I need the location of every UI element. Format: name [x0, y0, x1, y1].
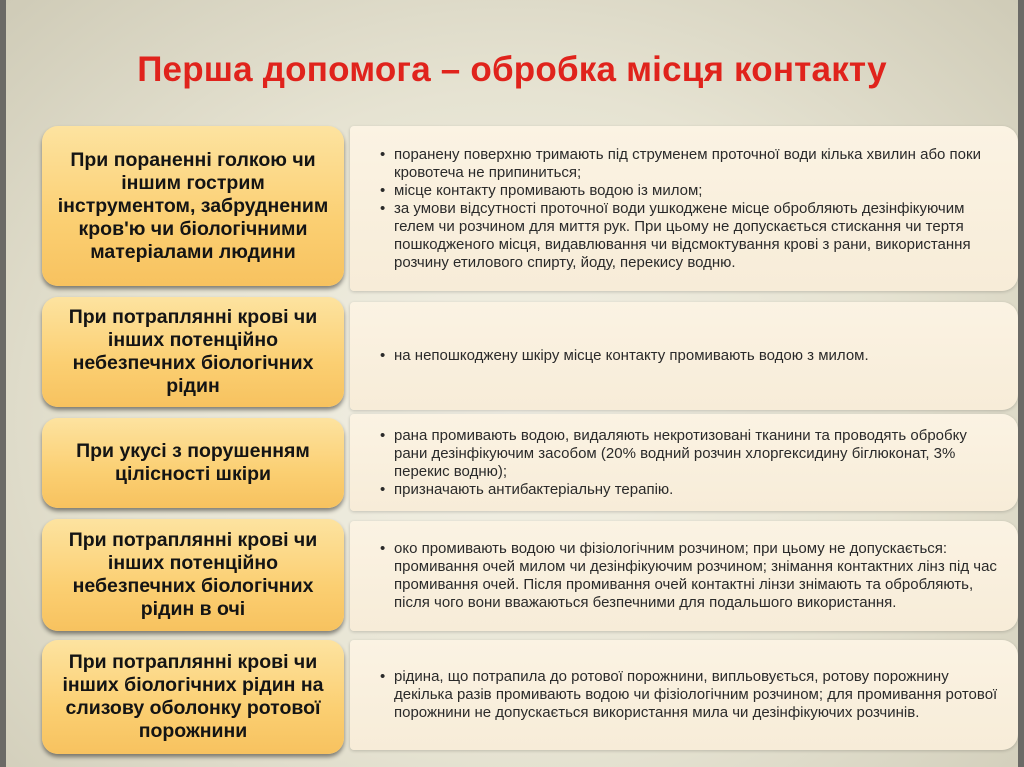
row-1-item-3: • за умови відсутності проточної води ушкоджене місце обробляють дезінфікуючим гелем чи розчином для миття рук. При цьому не допускається стискання чи тертя пошкодженого місця, видавлювання чи відсмоктування крові з рани, використання розчину етилового спирту, йоду, перекису водню. — [380, 200, 998, 272]
row-4-label: При потраплянні крові чи інших потенційно небезпечних біологічних рідин в очі — [42, 519, 344, 631]
row-5-description — [350, 640, 1018, 750]
row-1-description — [350, 126, 1018, 291]
row-3-description — [350, 414, 1018, 511]
row-5-label: При потраплянні крові чи інших біологічних рідин на слизову оболонку ротової порожнини — [42, 640, 344, 754]
slide-title: Перша допомога – обробка місця контакту — [137, 50, 887, 89]
row-4-description — [350, 521, 1018, 631]
row-3-label: При укусі з порушенням цілісності шкіри — [42, 418, 344, 508]
row-1-label: При пораненні голкою чи іншим гострим інструментом, забрудненим кров'ю чи біологічними матеріалами людини — [42, 126, 344, 286]
row-2-description — [350, 302, 1018, 410]
slide — [6, 0, 1018, 767]
row-4-item-1: • око промивають водою чи фізіологічним розчином; при цьому не допускається: промивання очей милом чи дезінфікуючим розчином; знімання контактних лінз під час промивання очей. Після промивання очей контактні лінзи знімають та обробляють, після чого вони вважаються безпечними для подальшого використання. — [380, 540, 998, 612]
row-3-item-1: • рана промивають водою, видаляють некротизовані тканини та проводять обробку рани дезінфікуючим засобом (20% водний розчин хлоргексидину біглюконат, 3% перекис водню); — [380, 427, 998, 481]
row-2-label: При потраплянні крові чи інших потенційно небезпечних біологічних рідин — [42, 297, 344, 407]
row-3-item-2: • призначають антибактеріальну терапію. — [380, 481, 998, 499]
row-1-item-2: • місце контакту промивають водою із милом; — [380, 182, 998, 200]
row-5-item-1: • рідина, що потрапила до ротової порожнини, випльовується, ротову порожнину декілька разів промивають водою чи фізіологічним розчином; для промивання ротової порожнини не допускається використання мила чи дезінфікуючих розчинів. — [380, 668, 998, 722]
row-1-item-1: • поранену поверхню тримають під струменем проточної води кілька хвилин або поки кровотеча не припиниться; — [380, 146, 998, 182]
row-2-item-1: • на непошкоджену шкіру місце контакту промивають водою з милом. — [380, 347, 998, 365]
